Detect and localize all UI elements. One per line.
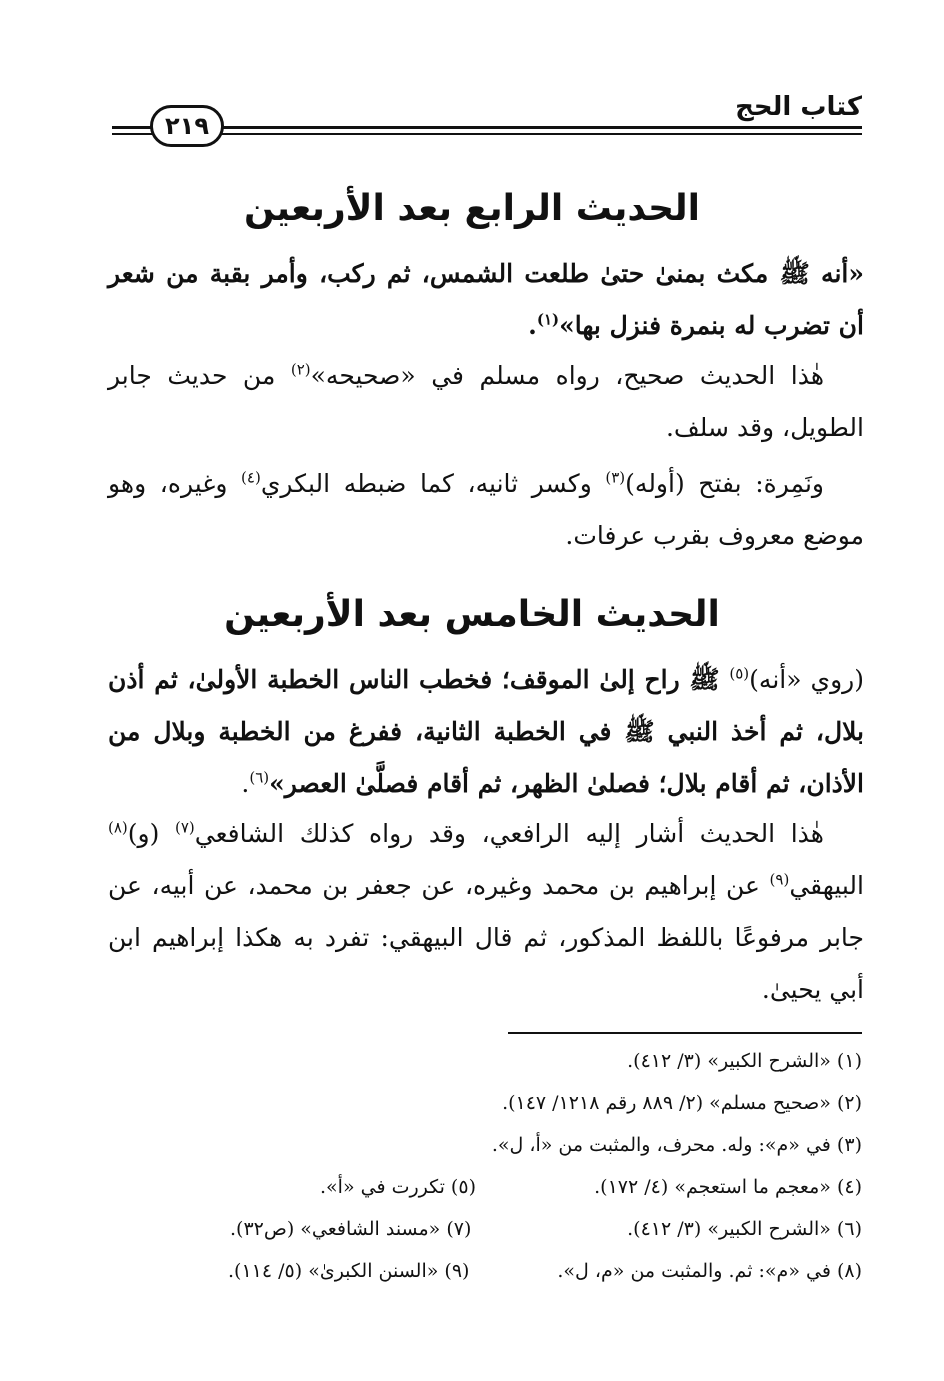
footnote-2: (٢) «صحيح مسلم» (٢/ ٨٨٩ رقم ١٢١٨/ ١٤٧).: [502, 1092, 862, 1114]
text-run: وكسر ثانيه، كما ضبطه البكري: [260, 469, 606, 498]
text-run: وغيره، وهو موضع معروف بقرب عرفات.: [108, 469, 864, 550]
footnote-7: (٧) «مسند الشافعي» (ص٣٢).: [230, 1218, 472, 1240]
text-run: ونَمِرة: بفتح (أوله): [625, 469, 824, 498]
text-run: (و): [127, 819, 175, 848]
text-run: من حديث جابر الطويل، وقد سلف.: [108, 361, 864, 442]
header-rule-thin: [112, 133, 862, 135]
footnote-9: (٩) «السنن الكبرىٰ» (٥/ ١١٤).: [228, 1260, 470, 1282]
footnote-4: (٤) «معجم ما استعجم» (٤/ ١٧٢).: [594, 1176, 862, 1198]
hadith-text-45: (روي «أنه)$^{(٥)}$ ﷺ راح إلىٰ الموقف؛ فخطب الناس الخطبة الأولىٰ، ثم أذن بلال، ثم أخذ النبي ﷺ في الخطبة الثانية، ففرغ من الخطبة وبلال من الأذان، ثم أقام بلال؛ فصلىٰ الظهر، ثم أقام فصلَّىٰ العصر»$^{(٦)}$.: [108, 664, 864, 798]
footnote-5: (٥) تكررت في «أ».: [320, 1176, 476, 1198]
footnote-1: (١) «الشرح الكبير» (٣/ ٤١٢).: [627, 1050, 862, 1072]
footnote-ref-5: (٥): [729, 664, 750, 683]
footnote-separator: [508, 1032, 862, 1034]
footnote-ref-1: (١): [536, 310, 560, 329]
footnote-ref-3: (٣): [605, 468, 626, 487]
header-rule: [112, 126, 862, 129]
hadith-text-body: ﷺ راح إلىٰ الموقف؛ فخطب الناس الخطبة الأولىٰ، ثم أذن بلال، ثم أخذ النبي ﷺ في الخطبة الثانية، ففرغ من الخطبة وبلال من الأذان، ثم أقام بلال؛ فصلىٰ الظهر، ثم أقام فصلَّىٰ العصر»: [108, 665, 864, 798]
hadith-text-44: «أنه ﷺ مكث بمنىٰ حتىٰ طلعت الشمس، ثم ركب، وأمر بقبة من شعر أن تضرب له بنمرة فنزل بها»$^{(١)}$.: [108, 259, 864, 340]
section-heading-45: الحديث الخامس بعد الأربعين: [224, 594, 720, 635]
text-run: البيهقي: [789, 871, 864, 900]
footnote-ref-8: (٨): [108, 818, 128, 837]
footnote-ref-2: (٢): [290, 360, 311, 379]
paragraph-authentication: [108, 350, 864, 454]
paragraph-sources: [108, 808, 864, 1016]
text-run: هٰذا الحديث صحيح، رواه مسلم في «صحيحه»: [310, 361, 825, 390]
footnote-ref-4: (٤): [241, 468, 261, 487]
hadith-text-body: «أنه ﷺ مكث بمنىٰ حتىٰ طلعت الشمس، ثم ركب، وأمر بقبة من شعر أن تضرب له بنمرة فنزل بها»: [108, 259, 864, 340]
footnote-row-6-7: [100, 1214, 862, 1244]
footnote-6: (٦) «الشرح الكبير» (٣/ ٤١٢).: [627, 1218, 862, 1240]
footnote-ref-9: (٩): [769, 870, 790, 889]
running-header-title: كتاب الحج: [735, 92, 862, 122]
footnote-row-8-9: [100, 1256, 862, 1286]
footnote-8: (٨) في «م»: ثم. والمثبت من «م، ل».: [557, 1260, 862, 1282]
text-run: عن إبراهيم بن محمد وغيره، عن جعفر بن محمد، عن أبيه، عن جابر مرفوعًا باللفظ المذكور، ثم قال البيهقي: تفرد به هكذا إبراهيم ابن أبي يحيىٰ.: [108, 871, 864, 1004]
footnote-ref-7: (٧): [174, 818, 195, 837]
paragraph-namira: [108, 458, 864, 562]
page-number: ٢١٩: [150, 105, 224, 147]
section-heading-44: الحديث الرابع بعد الأربعين: [244, 188, 700, 229]
text-run: (روي «أنه): [749, 665, 864, 694]
footnote-ref-6: (٦): [249, 768, 270, 787]
footnote-row-4-5: [100, 1172, 862, 1202]
text-run: هٰذا الحديث أشار إليه الرافعي، وقد رواه كذلك الشافعي: [194, 819, 824, 848]
footnote-3: (٣) في «م»: وله. محرف، والمثبت من «أ، ل».: [491, 1134, 862, 1156]
